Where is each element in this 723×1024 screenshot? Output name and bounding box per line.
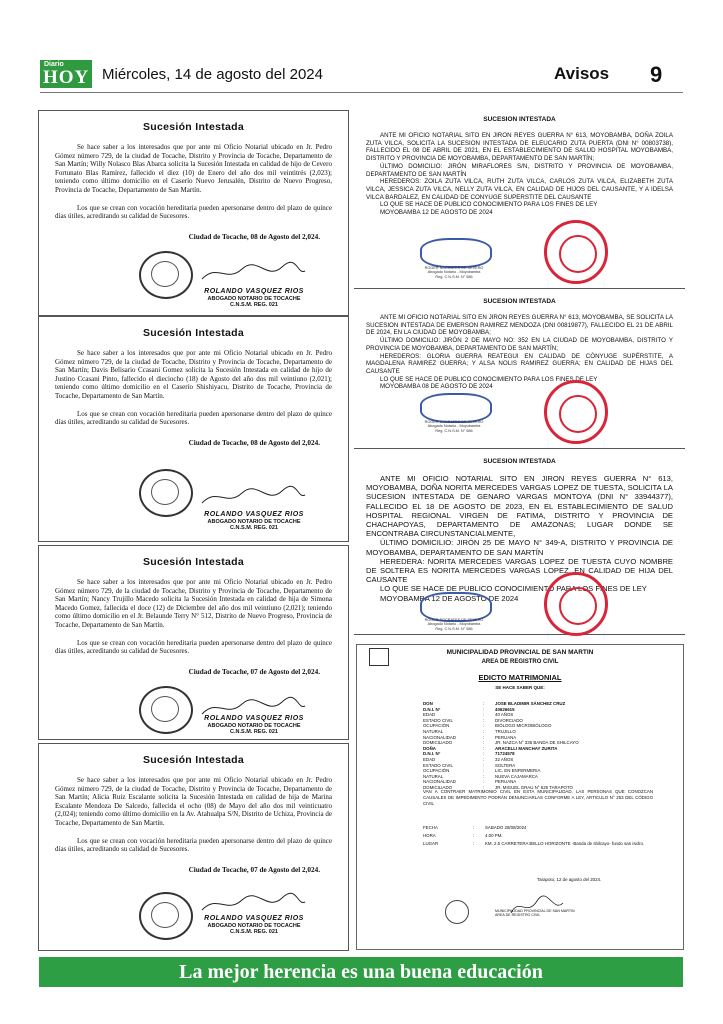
edict-row-value: 71724578: [495, 751, 515, 757]
logo-big-text: HOY: [43, 67, 90, 88]
notice-card-2: [38, 316, 349, 542]
edict-row-key: EDAD: [423, 757, 436, 762]
edict-row-value: PERUANA: [495, 734, 517, 740]
notice-title: Sucesión Intestada: [142, 556, 245, 568]
edict-schedule-value: KM. 2.5 CARRETERA BELLO HORIZONTE -Banda de shilcayo- fundo san isidro.: [485, 841, 645, 846]
edict-row-colon: :: [483, 785, 485, 790]
notary-title: ABOGADO NOTARIO DE TOCACHE: [207, 722, 301, 729]
edict-row-key: DOÑA: [423, 745, 436, 751]
notice-paragraph: ANTE MI OFICIO NOTARIAL SITO EN JIRON REYES GUERRA N° 613, MOYOBAMBA, DOÑA NORITA MERCEDES VARGAS LOPEZ DE TUESTA, SOLICITA LA SUCESION INTESTADA DE GENARO VARGAS MONTOYA (DNI N° 33944377), FALLECIDO EL 18 DE AGOSTO DE 2023, EN EL ESTABLECIMIENTO DE SALUD HOSPITAL REGIONAL VIRGEN DE FATIMA, DISTRITO Y PROVINCIA DE CHACHAPOYAS, DEPARTAMENTO DE AMAZONAS; LUGAR DONDE SE ENCONTRABA CIRCUNSTANCIALMENTE,: [366, 474, 673, 539]
notice-body: Se hace saber a los interesados que por ante mi Oficio Notarial ubicado en Jr. Pedro Gómez número 729, de la ciudad de Tocache, Distrito y Provincia de Tocache, Departamento de San Martín; Willy Nolasco Blas Abarca solicita la Sucesión Intestada en calidad de hijo de Cevero Fortunato Blas Ramírez, fallecido el diez (10) de Enero del año dos mil veintitrés (2,023); teniendo como último domicilio en el Caserío Nuevo Jerusalén, Distrito de Nuevo Progreso, Provincia de Tocache, Departamento de San Martín.: [55, 143, 332, 194]
notice-body: Se hace saber a los interesados que por ante mi Oficio Notarial ubicado en Jr. Pedro Gómez número 729, de la ciudad de Tocache, Distrito y Provincia de Tocache, Departamento de San Martín; Alicia Ruiz Escalante solicita la Sucesión Intestada en calidad de hija de Marina Escalante Mendoza De Salcedo, fallecida el ocho (08) de Mayo del año dos mil veinticuatro (2,024); teniendo como último domicilio en la Av. Atahualpa S/N, Distrito de Uchiza, Provincia de Tocache, Departamento de San Martín.: [55, 776, 332, 827]
edict-row-value: NUEVA CAJAMARCA: [495, 773, 538, 779]
edict-row-key: OCUPACIÓN: [423, 768, 450, 774]
notice-paragraph: LO QUE SE HACE DE PUBLICO CONOCIMIENTO PARA LOS FINES DE LEY: [380, 584, 647, 594]
notice-body: Se hace saber a los interesados que por ante mi Oficio Notarial ubicado en Jr. Pedro Gómez número 729, de la ciudad de Tocache, Distrito y Provincia de Tocache, Departamento de San Martín; Nancy Trujillo Macedo solicita la Sucesión Intestada en calidad de hija de Simona Macedo Gomez, fallecida el doce (12) de Diciembre del año dos mil veintiuno (2,021); teniendo como último domicilio en el Jr. Belaunde Terry N° 512, Distrito de Nuevo Progreso, Provincia de Tocache, Departamento de San Martín.: [55, 578, 332, 629]
notice-card-4: [38, 743, 349, 951]
notice-paragraph: ÚLTIMO DOMICILIO: JIRÓN 2 DE MAYO NO: 352 EN LA CIUDAD DE MOYOBAMBA, DISTRITO Y PROVINCIA DE MOYOBAMBA, DEPARTAMENTO DE SAN MARTÍN;: [366, 337, 673, 352]
notary-reg: C.N.S.M. REG. 021: [230, 302, 278, 308]
edict-row: [423, 774, 538, 779]
red-seal-icon: [544, 380, 608, 444]
edict-row: [423, 701, 565, 706]
edict-schedule-row: [423, 833, 663, 838]
municipal-seal-icon: [445, 900, 469, 924]
notary-caption-line: Abogado Notario - Moyobamba: [427, 424, 481, 429]
page-number: 9: [650, 62, 663, 87]
notice-paragraph: LO QUE SE HACE DE PUBLICO CONOCIMIENTO PARA LOS FINES DE LEY: [380, 201, 598, 209]
logo-small-text: Diario: [44, 61, 64, 68]
edict-row: [423, 735, 516, 740]
edict-row-value: ARACELLI MANCHAY ZURITA: [495, 745, 558, 751]
notary-stamp-icon: [420, 393, 492, 423]
edict-row: [423, 751, 515, 756]
registrar-area: AREA DE REGISTRO CIVIL: [495, 913, 541, 918]
notary-seal-icon: [139, 686, 193, 734]
notary-reg: C.N.S.M. REG. 021: [230, 929, 278, 935]
notice-title: SUCESION INTESTADA: [483, 458, 556, 465]
registrar-signature-block: [495, 909, 575, 918]
notary-caption-line: ROGER SOCRATES DE SEVERO: [424, 420, 484, 424]
notary-stamp-icon: [420, 238, 492, 268]
edict-row-colon: :: [473, 841, 475, 846]
notary-name: ROLANDO VASQUEZ RIOS: [204, 715, 304, 722]
edict-row: [423, 729, 516, 734]
notice-city-date: Ciudad de Tocache, 07 de Agosto del 2,024.: [188, 865, 320, 874]
edict-row-colon: :: [483, 751, 485, 757]
edict-row-key: NACIONALIDAD: [423, 734, 456, 740]
notice-paragraph: HEREDERA: NORITA MERCEDES VARGAS LOPEZ DE TUESTA CUYO NOMBRE DE SOLTERA ES NORITA MERCEDES VARGAS LOPEZ, EN CALIDAD DE HIJA DEL CAUSANTE: [366, 556, 673, 585]
notice-city-date: Ciudad de Tocache, 08 de Agosto del 2,024.: [188, 232, 320, 241]
edict-row-value: JR. MIGUEL GRAU N° 625 TARAPOTO: [495, 785, 573, 790]
edict-row-colon: :: [483, 706, 485, 712]
edict-row-colon: :: [473, 833, 475, 838]
notice-paragraph: MOYOBAMBA 12 DE AGOSTO DE 2024: [380, 593, 519, 603]
notary-name: ROLANDO VASQUEZ RIOS: [204, 288, 304, 295]
edict-row-colon: :: [483, 729, 485, 734]
municipal-area: AREA DE REGISTRO CIVIL: [481, 659, 559, 665]
edict-row-colon: :: [483, 723, 485, 729]
edict-row-colon: :: [473, 825, 475, 830]
edict-row-value: TRUJILLO: [495, 729, 516, 734]
edict-row-value: BIÓLOGO MICROBIÓLOGO: [495, 723, 552, 729]
right-notice-3: [354, 450, 685, 635]
edict-schedule-value: 4.00 PM.: [485, 833, 503, 838]
edict-row-key: D.N.I. N°: [423, 751, 441, 757]
edict-row-colon: :: [483, 779, 485, 785]
notice-body: [354, 474, 685, 603]
edict-row-value: 40 AÑOS: [495, 712, 514, 718]
notary-reg: C.N.S.M. REG. 021: [230, 525, 278, 531]
edict-row-key: ESTADO CIVIL: [423, 762, 453, 768]
edict-schedule-row: [423, 825, 663, 830]
notary-caption-line: ROGER SOCRATES DE SEVERO: [424, 266, 484, 270]
notary-caption-line: Reg. C.N.S.M. N° 586: [435, 428, 473, 433]
notice-card-1: [38, 110, 349, 316]
notary-caption-line: Abogado Notario - Moyobamba: [427, 622, 481, 627]
edict-schedule-key: FECHA: [423, 825, 438, 830]
notice-body-2: Los que se crean con vocación hereditaria pueden apersonarse dentro del plazo de quince días útiles, acreditando su calidad de Sucesores.: [55, 409, 332, 427]
signature-icon: [197, 485, 307, 509]
edict-row-key: NATURAL: [423, 773, 444, 779]
edict-schedule-row: [423, 841, 663, 846]
notice-body: [354, 132, 685, 217]
edict-row-value: SOLTERA: [495, 762, 516, 768]
notice-title: SUCESION INTESTADA: [483, 116, 556, 123]
notice-title: Sucesión Intestada: [142, 327, 245, 339]
edict-row: [423, 723, 551, 728]
edict-row-value: PERUANA: [495, 779, 517, 785]
notary-caption-line: Reg. C.N.S.M. N° 586: [435, 274, 473, 279]
notary-name: ROLANDO VASQUEZ RIOS: [204, 915, 304, 922]
notary-caption: [414, 618, 494, 631]
edict-row-value: LIC. EN ENFERMERIA: [495, 768, 541, 774]
edict-row-key: NATURAL: [423, 729, 444, 734]
municipal-org: MUNICIPALIDAD PROVINCIAL DE SAN MARTIN: [446, 649, 594, 656]
right-notice-1: [354, 108, 685, 289]
edict-row-key: ESTADO CIVIL: [423, 717, 453, 723]
edict-row: [423, 763, 515, 768]
edict-row: [423, 712, 513, 717]
notary-signature-block: [189, 289, 319, 309]
edict-row: [423, 740, 579, 745]
edict-row-colon: :: [483, 701, 485, 706]
notary-seal-icon: [139, 251, 193, 299]
notary-caption: [414, 266, 494, 279]
edict-row-key: OCUPACIÓN: [423, 723, 450, 729]
red-seal-icon: [544, 220, 608, 284]
edict-row-colon: :: [483, 717, 485, 723]
footer-banner: La mejor herencia es una buena educación: [39, 957, 683, 987]
notice-paragraph: ANTE MI OFICIO NOTARIAL SITO EN JIRON REYES GUERRA N° 613, MOYOBAMBA, DOÑA ZOILA ZUTA VILCA, SOLICITA LA SUCESION INTESTADA DE ELEUCARIO ZUTA PUERTA (DNI N° 00803738), FALLECIDO EL 08 DE ABRIL DE 2021, EN EL ESTABLECIMIENTO DE SALUD HOSPITAL MOYOBAMBA, DISTRITO Y PROVINCIA DE MOYOBAMBA, DEPARTAMENTO DE SAN MARTÍN;: [366, 132, 673, 163]
signature-icon: [197, 261, 307, 285]
newspaper-logo: [40, 60, 92, 88]
notary-caption: [414, 420, 494, 433]
edict-place-date: Tarapoto, 12 de agosto del 2024.: [537, 877, 602, 882]
edict-row-colon: :: [483, 740, 485, 746]
edict-row-colon: :: [483, 762, 485, 768]
notice-paragraph: ÚLTIMO DOMICILIO: JIRÓN MIRAFLORES S/N, DISTRITO Y PROVINCIA DE MOYOBAMBA, DEPARTAMENTO DE SAN MARTÍN: [366, 162, 673, 178]
edict-row-key: EDAD: [423, 712, 436, 718]
notary-caption-line: ROGER SOCRATES DE SEVERO: [424, 618, 484, 622]
edict-row-colon: :: [483, 745, 485, 751]
notice-body-2: Los que se crean con vocación hereditaria pueden apersonarse dentro del plazo de quince días útiles, acreditando su calidad de Sucesores.: [55, 836, 332, 854]
right-notice-2: [354, 290, 685, 449]
edict-row: [423, 768, 540, 773]
edict-row-value: JOSE BLADIMIR SÁNCHEZ CRUZ: [495, 701, 566, 706]
edict-row-colon: :: [483, 757, 485, 762]
edict-row-key: D.N.I. N°: [423, 706, 441, 712]
notary-seal-icon: [139, 892, 193, 940]
notary-title: ABOGADO NOTARIO DE TOCACHE: [207, 295, 301, 302]
edict-row: [423, 718, 523, 723]
notice-city-date: Ciudad de Tocache, 08 de Agosto del 2,024.: [188, 438, 320, 447]
edict-row-colon: :: [483, 773, 485, 779]
edict-title: EDICTO MATRIMONIAL: [478, 673, 562, 682]
edict-row: [423, 746, 557, 751]
notice-paragraph: ANTE MI OFICIO NOTARIAL SITO EN JIRON REYES GUERRA N° 613, MOYOBAMBA, SE SOLICITA LA SUCESION INTESTADA DE EMERSON RAMIREZ MENDOZA (DNI 00819877), FALLECIDO EL 21 DE ABRIL DE 2024, EN LA CIUDAD DE MOYOBAMBA;: [366, 314, 673, 337]
notice-card-3: [38, 545, 349, 740]
edict-row-key: DOMICILIADO: [423, 740, 453, 746]
notice-body: [354, 314, 685, 391]
edict-row-key: DON: [423, 701, 433, 706]
notary-caption-line: Reg. C.N.S.M. N° 586: [435, 626, 473, 631]
notice-paragraph: MOYOBAMBA 08 DE AGOSTO DE 2024: [380, 383, 493, 391]
edict-row: [423, 757, 513, 762]
section-name: Avisos: [554, 64, 610, 83]
notary-seal-icon: [139, 469, 193, 517]
notice-paragraph: HEREDEROS: GLORIA GUERRA REATEGUI EN CALIDAD DE CÓNYUGE SUPÉRSTITE, A MAGDALENA RAMIREZ GUERRA; Y ALSA NOLIS RAMIREZ GUERRA; EN CALIDAD DE HIJAS DEL CAUSANTE: [366, 352, 673, 375]
edict-row-key: NACIONALIDAD: [423, 779, 456, 785]
edict-row-key: DOMICILIADO: [423, 785, 453, 790]
edict-schedule-key: HORA: [423, 833, 436, 838]
notary-title: ABOGADO NOTARIO DE TOCACHE: [207, 518, 301, 525]
edict-row-value: JR. NAZCA N° 335 BANDA DE SHILCAYO: [495, 740, 579, 746]
registrar-org: MUNICIPALIDAD PROVINCIAL DE SAN MARTIN: [495, 909, 575, 913]
edict-row-colon: :: [483, 712, 485, 718]
signature-icon: [197, 892, 307, 916]
notary-signature-block: [189, 916, 319, 936]
edict-schedule-value: SABADO 28/08/2024: [485, 825, 527, 830]
notice-paragraph: ÚLTIMO DOMICILIO: JIRÓN 25 DE MAYO N° 349-A, DISTRITO Y PROVINCIA DE MOYOBAMBA, DEPARTAMENTO DE SAN MARTÍN: [366, 538, 673, 557]
notary-signature-block: [189, 716, 319, 736]
issue-date: Miércoles, 14 de agosto del 2024: [102, 66, 323, 83]
edict-row: [423, 707, 515, 712]
notary-reg: C.N.S.M. REG. 021: [230, 729, 278, 735]
red-seal-icon: [544, 572, 608, 636]
edict-row: [423, 779, 516, 784]
notary-title: ABOGADO NOTARIO DE TOCACHE: [207, 922, 301, 929]
notice-title: Sucesión Intestada: [142, 754, 245, 766]
notice-title: SUCESION INTESTADA: [483, 298, 556, 305]
edict-row-colon: :: [483, 768, 485, 774]
edict-row-value: DIVORCIADO: [495, 717, 523, 723]
notice-title: Sucesión Intestada: [142, 121, 245, 133]
notary-name: ROLANDO VASQUEZ RIOS: [204, 511, 304, 518]
notice-city-date: Ciudad de Tocache, 07 de Agosto del 2,024.: [188, 667, 320, 676]
header-divider: [40, 92, 683, 93]
notice-body: Se hace saber a los interesados que por ante mi Oficio Notarial ubicado en Jr. Pedro Gómez número 729, de la ciudad de Tocache, Distrito y Provincia de Tocache, Departamento de San Martín; Davis Belisario Ccasani Gomez solicita la Sucesión Intestada en calidad de hijo de Justino Ccasani Pinto, fallecido el dieciocho (18) de Agosto del año dos mil veintiuno (2,021); teniendo como último domicilio en el Caserío Shishiyacu, Distrito de Tocache, Provincia de Tocache, Departamento de San Martín.: [55, 349, 332, 400]
municipal-edict: [356, 644, 684, 950]
edict-row-colon: :: [483, 734, 485, 740]
notary-signature-block: [189, 512, 319, 532]
notice-paragraph: HEREDEROS: ZOILA ZUTA VILCA, RUTH ZUTA VILCA, CARLOS ZUTA VILCA, ELIZABETH ZUTA VILCA, JESSICA ZUTA VILCA, NELLY ZUTA VILCA, EN CALIDAD DE HIJOS DEL CAUSANTE, Y A IDELSA VILCA BARDALEZ, EN CALIDAD DE CONYUGE SUPERSTITE DEL CAUSANTE: [366, 178, 673, 201]
notice-body-2: Los que se crean con vocación hereditaria pueden apersonarse dentro del plazo de quince días útiles, acreditando su calidad de Sucesores.: [55, 638, 332, 656]
notice-body-2: Los que se crean con vocación hereditaria pueden apersonarse dentro del plazo de quince días útiles, acreditando su calidad de Sucesores.: [55, 203, 332, 221]
notary-caption-line: Abogado Notario - Moyobamba: [427, 270, 481, 275]
edict-row-value: 40626615: [495, 706, 515, 712]
notice-paragraph: MOYOBAMBA 12 DE AGOSTO DE 2024: [380, 209, 493, 217]
edict-row-value: 32 AÑOS: [495, 757, 514, 762]
edict-subtitle: SE HACE SABER QUE:: [495, 685, 545, 690]
notice-paragraph: LO QUE SE HACE DE PUBLICO CONOCIMIENTO PARA LOS FINES DE LEY: [380, 375, 598, 383]
edict-statement: VAN A CONTRAER MATRIMONIO CIVIL EN ESTA MUNICIPALIDAD, LAS PERSONAS QUE CONOZCAN CAUSALES DE IMPEDIMENTO PODRÁN DENUNCIARLAS CONFORME A LEY, ARTICULO N° 253 DEL CÓDIGO CIVIL: [423, 789, 653, 806]
edict-schedule-key: LUGAR: [423, 841, 439, 846]
